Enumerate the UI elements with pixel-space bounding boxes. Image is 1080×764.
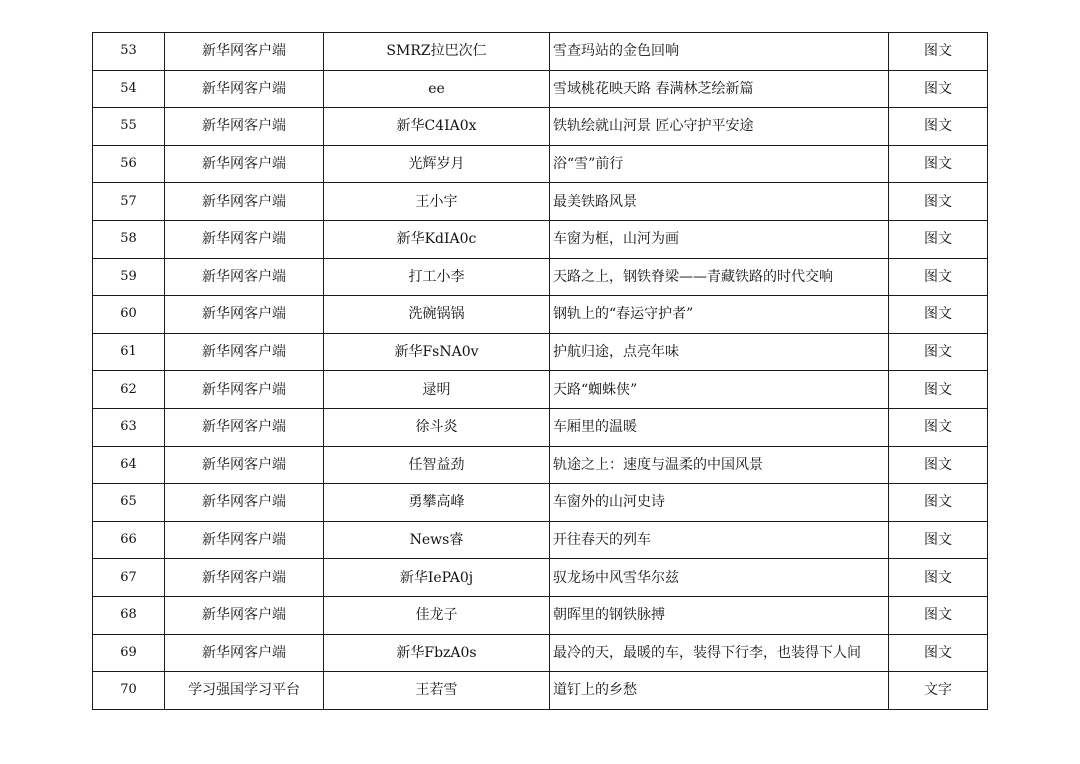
author-cell: 新华C4IA0x (324, 108, 550, 146)
type-cell: 图文 (889, 446, 988, 484)
author-cell: 勇攀高峰 (324, 484, 550, 522)
platform-cell: 新华网客户端 (165, 634, 324, 672)
row-number: 53 (93, 33, 165, 71)
row-number: 67 (93, 559, 165, 597)
row-number: 57 (93, 183, 165, 221)
type-cell: 图文 (889, 108, 988, 146)
row-number: 61 (93, 333, 165, 371)
table-row (93, 145, 988, 183)
platform-cell: 新华网客户端 (165, 333, 324, 371)
title-cell: 开往春天的列车 (550, 521, 889, 559)
title-cell: 道钉上的乡愁 (550, 672, 889, 710)
title-cell: 雪域桃花映天路 春满林芝绘新篇 (550, 70, 889, 108)
type-cell: 图文 (889, 408, 988, 446)
author-cell: 洗碗锅锅 (324, 296, 550, 334)
type-cell: 图文 (889, 634, 988, 672)
author-cell: SMRZ拉巴次仁 (324, 33, 550, 71)
title-cell: 护航归途，点亮年味 (550, 333, 889, 371)
author-cell: 佳龙子 (324, 596, 550, 634)
platform-cell: 新华网客户端 (165, 484, 324, 522)
platform-cell: 新华网客户端 (165, 33, 324, 71)
platform-cell: 新华网客户端 (165, 108, 324, 146)
author-cell: 新华KdIA0c (324, 220, 550, 258)
row-number: 54 (93, 70, 165, 108)
table-row (93, 70, 988, 108)
table-row (93, 634, 988, 672)
author-cell: 新华FbzA0s (324, 634, 550, 672)
type-cell: 图文 (889, 70, 988, 108)
platform-cell: 新华网客户端 (165, 258, 324, 296)
title-cell: 铁轨绘就山河景 匠心守护平安途 (550, 108, 889, 146)
platform-cell: 新华网客户端 (165, 521, 324, 559)
author-cell: 王若雪 (324, 672, 550, 710)
title-cell: 天路之上，钢铁脊梁——青藏铁路的时代交响 (550, 258, 889, 296)
platform-cell: 新华网客户端 (165, 70, 324, 108)
table-row (93, 408, 988, 446)
author-cell: 任智益劲 (324, 446, 550, 484)
row-number: 58 (93, 220, 165, 258)
title-cell: 轨途之上：速度与温柔的中国风景 (550, 446, 889, 484)
platform-cell: 新华网客户端 (165, 220, 324, 258)
title-cell: 最冷的天，最暖的车，装得下行李，也装得下人间 (550, 634, 889, 672)
results-table-page (92, 32, 987, 710)
author-cell: 王小宇 (324, 183, 550, 221)
platform-cell: 新华网客户端 (165, 296, 324, 334)
type-cell: 文字 (889, 672, 988, 710)
table-body (93, 33, 988, 710)
row-number: 68 (93, 596, 165, 634)
title-cell: 最美铁路风景 (550, 183, 889, 221)
row-number: 59 (93, 258, 165, 296)
author-cell: News睿 (324, 521, 550, 559)
table-row (93, 596, 988, 634)
author-cell: ee (324, 70, 550, 108)
platform-cell: 新华网客户端 (165, 183, 324, 221)
title-cell: 朝晖里的钢铁脉搏 (550, 596, 889, 634)
title-cell: 车窗外的山河史诗 (550, 484, 889, 522)
type-cell: 图文 (889, 220, 988, 258)
platform-cell: 新华网客户端 (165, 408, 324, 446)
row-number: 63 (93, 408, 165, 446)
table-row (93, 484, 988, 522)
table-row (93, 672, 988, 710)
type-cell: 图文 (889, 145, 988, 183)
row-number: 70 (93, 672, 165, 710)
type-cell: 图文 (889, 521, 988, 559)
title-cell: 车窗为框，山河为画 (550, 220, 889, 258)
table-row (93, 521, 988, 559)
platform-cell: 学习强国学习平台 (165, 672, 324, 710)
author-cell: 新华FsNA0v (324, 333, 550, 371)
row-number: 60 (93, 296, 165, 334)
platform-cell: 新华网客户端 (165, 596, 324, 634)
type-cell: 图文 (889, 484, 988, 522)
type-cell: 图文 (889, 258, 988, 296)
table-row (93, 371, 988, 409)
row-number: 65 (93, 484, 165, 522)
title-cell: 天路“蜘蛛侠” (550, 371, 889, 409)
author-cell: 徐斗炎 (324, 408, 550, 446)
author-cell: 光辉岁月 (324, 145, 550, 183)
author-cell: 新华IePA0j (324, 559, 550, 597)
type-cell: 图文 (889, 333, 988, 371)
type-cell: 图文 (889, 371, 988, 409)
table-row (93, 108, 988, 146)
type-cell: 图文 (889, 33, 988, 71)
platform-cell: 新华网客户端 (165, 145, 324, 183)
author-cell: 打工小李 (324, 258, 550, 296)
type-cell: 图文 (889, 296, 988, 334)
table-row (93, 183, 988, 221)
table-row (93, 333, 988, 371)
title-cell: 驭龙场中风雪华尔兹 (550, 559, 889, 597)
table-row (93, 258, 988, 296)
results-table (92, 32, 988, 710)
platform-cell: 新华网客户端 (165, 559, 324, 597)
author-cell: 逯明 (324, 371, 550, 409)
type-cell: 图文 (889, 559, 988, 597)
table-row (93, 220, 988, 258)
table-row (93, 296, 988, 334)
row-number: 55 (93, 108, 165, 146)
title-cell: 雪查玛站的金色回响 (550, 33, 889, 71)
type-cell: 图文 (889, 596, 988, 634)
row-number: 66 (93, 521, 165, 559)
platform-cell: 新华网客户端 (165, 371, 324, 409)
title-cell: 车厢里的温暖 (550, 408, 889, 446)
row-number: 56 (93, 145, 165, 183)
table-row (93, 446, 988, 484)
type-cell: 图文 (889, 183, 988, 221)
platform-cell: 新华网客户端 (165, 446, 324, 484)
title-cell: 钢轨上的“春运守护者” (550, 296, 889, 334)
row-number: 64 (93, 446, 165, 484)
title-cell: 浴“雪”前行 (550, 145, 889, 183)
row-number: 69 (93, 634, 165, 672)
table-row (93, 33, 988, 71)
row-number: 62 (93, 371, 165, 409)
table-row (93, 559, 988, 597)
